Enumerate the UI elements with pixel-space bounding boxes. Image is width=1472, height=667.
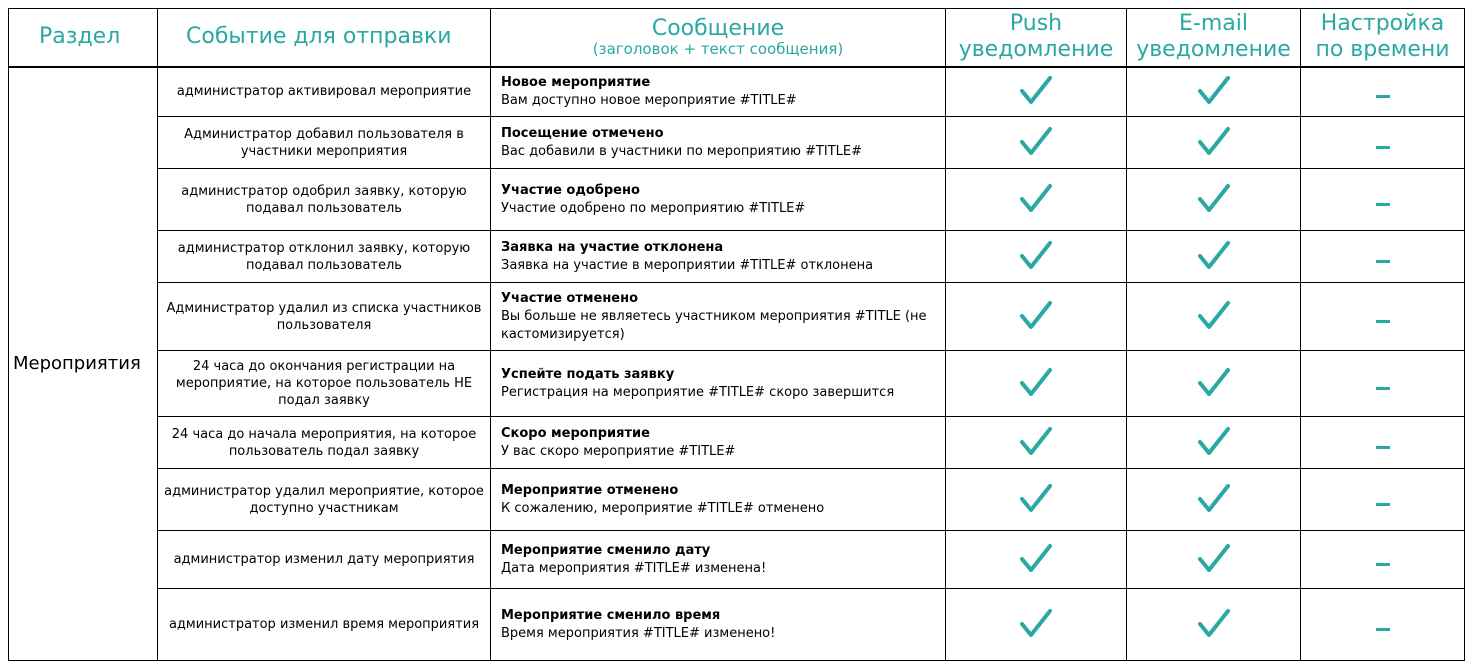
email-cell — [1127, 169, 1301, 231]
email-cell — [1127, 531, 1301, 589]
event-cell: администратор изменил дату мероприятия — [158, 531, 491, 589]
push-cell — [946, 531, 1127, 589]
push-cell — [946, 169, 1127, 231]
message-body: Участие одобрено по мероприятию #TITLE# — [501, 200, 806, 216]
message-body: Вам доступно новое мероприятие #TITLE# — [501, 92, 797, 108]
table-row — [9, 469, 1465, 531]
push-cell — [946, 589, 1127, 661]
check-icon — [1197, 426, 1231, 456]
header-email-line1: E-mail — [1179, 11, 1248, 37]
message-title: Заявка на участие отклонена — [501, 239, 724, 255]
dash-icon — [1376, 387, 1390, 390]
time-cell — [1301, 417, 1465, 469]
table-row — [9, 169, 1465, 231]
header-message-sub: (заголовок + текст сообщения) — [592, 40, 844, 59]
check-icon — [1019, 608, 1053, 638]
header-time-line2: по времени — [1315, 37, 1450, 63]
message-cell — [491, 169, 946, 231]
check-icon — [1197, 367, 1231, 397]
push-cell — [946, 117, 1127, 169]
time-cell — [1301, 351, 1465, 417]
push-cell — [946, 351, 1127, 417]
message-title: Посещение отмечено — [501, 125, 664, 141]
header-email-line2: уведомление — [1136, 37, 1291, 63]
time-cell — [1301, 231, 1465, 283]
table-row — [9, 117, 1465, 169]
time-cell — [1301, 469, 1465, 531]
check-icon — [1197, 300, 1231, 330]
section-cell: Мероприятия — [9, 67, 158, 661]
check-icon — [1019, 426, 1053, 456]
message-cell — [491, 283, 946, 351]
time-cell — [1301, 169, 1465, 231]
header-section: Раздел — [9, 9, 158, 67]
dash-icon — [1376, 446, 1390, 449]
check-icon — [1019, 240, 1053, 270]
event-cell: администратор удалил мероприятие, которое доступно участникам — [158, 469, 491, 531]
message-title: Скоро мероприятие — [501, 425, 650, 441]
message-body: Вы больше не являетесь участником мероприятия #TITLE (не кастомизируется) — [501, 308, 927, 342]
email-cell — [1127, 67, 1301, 117]
push-cell — [946, 231, 1127, 283]
check-icon — [1197, 126, 1231, 156]
header-row — [9, 9, 1465, 67]
message-body: К сожалению, мероприятие #TITLE# отменено — [501, 500, 825, 516]
email-cell — [1127, 283, 1301, 351]
event-cell: администратор изменил время мероприятия — [158, 589, 491, 661]
dash-icon — [1376, 628, 1390, 631]
message-cell — [491, 531, 946, 589]
message-title: Мероприятие сменило время — [501, 607, 721, 623]
message-body: Регистрация на мероприятие #TITLE# скоро завершится — [501, 384, 895, 400]
message-body: Время мероприятия #TITLE# изменено! — [501, 625, 776, 641]
dash-icon — [1376, 203, 1390, 206]
check-icon — [1019, 75, 1053, 105]
message-cell — [491, 231, 946, 283]
check-icon — [1019, 367, 1053, 397]
push-cell — [946, 469, 1127, 531]
message-cell — [491, 351, 946, 417]
table-row — [9, 283, 1465, 351]
push-cell — [946, 283, 1127, 351]
message-title: Успейте подать заявку — [501, 366, 675, 382]
header-push-line2: уведомление — [958, 37, 1114, 63]
header-email — [1127, 9, 1301, 67]
email-cell — [1127, 117, 1301, 169]
table-row — [9, 231, 1465, 283]
event-cell: Администратор добавил пользователя в участники мероприятия — [158, 117, 491, 169]
table-row — [9, 589, 1465, 661]
email-cell — [1127, 417, 1301, 469]
check-icon — [1197, 75, 1231, 105]
message-title: Мероприятие отменено — [501, 482, 679, 498]
header-message — [491, 9, 946, 67]
message-cell — [491, 117, 946, 169]
event-cell: администратор одобрил заявку, которую подавал пользователь — [158, 169, 491, 231]
message-cell — [491, 417, 946, 469]
time-cell — [1301, 589, 1465, 661]
check-icon — [1019, 543, 1053, 573]
header-event: Событие для отправки — [158, 9, 491, 67]
header-push-line1: Push — [1009, 11, 1063, 37]
event-cell: 24 часа до окончания регистрации на мероприятие, на которое пользователь НЕ подал заявку — [158, 351, 491, 417]
message-title: Участие отменено — [501, 290, 639, 306]
email-cell — [1127, 469, 1301, 531]
email-cell — [1127, 231, 1301, 283]
check-icon — [1019, 126, 1053, 156]
message-cell — [491, 469, 946, 531]
check-icon — [1197, 183, 1231, 213]
check-icon — [1197, 483, 1231, 513]
table-row — [9, 351, 1465, 417]
dash-icon — [1376, 563, 1390, 566]
check-icon — [1197, 608, 1231, 638]
message-cell — [491, 67, 946, 117]
dash-icon — [1376, 146, 1390, 149]
dash-icon — [1376, 95, 1390, 98]
event-cell: Администратор удалил из списка участников пользователя — [158, 283, 491, 351]
check-icon — [1019, 300, 1053, 330]
check-icon — [1197, 240, 1231, 270]
message-title: Новое мероприятие — [501, 74, 651, 90]
table-row — [9, 417, 1465, 469]
email-cell — [1127, 351, 1301, 417]
time-cell — [1301, 283, 1465, 351]
header-time-line1: Настройка — [1320, 11, 1445, 37]
dash-icon — [1376, 320, 1390, 323]
time-cell — [1301, 67, 1465, 117]
check-icon — [1197, 543, 1231, 573]
table-row — [9, 531, 1465, 589]
table-row — [9, 67, 1465, 117]
notification-table — [8, 8, 1465, 661]
message-title: Мероприятие сменило дату — [501, 542, 711, 558]
time-cell — [1301, 117, 1465, 169]
message-cell — [491, 589, 946, 661]
header-message-main: Сообщение — [651, 16, 785, 42]
header-push — [946, 9, 1127, 67]
email-cell — [1127, 589, 1301, 661]
event-cell: 24 часа до начала мероприятия, на которое пользователь подал заявку — [158, 417, 491, 469]
push-cell — [946, 417, 1127, 469]
message-body: Вас добавили в участники по мероприятию #TITLE# — [501, 143, 862, 159]
check-icon — [1019, 483, 1053, 513]
message-body: У вас скоро мероприятие #TITLE# — [501, 443, 736, 459]
dash-icon — [1376, 260, 1390, 263]
time-cell — [1301, 531, 1465, 589]
message-body: Заявка на участие в мероприятии #TITLE# отклонена — [501, 257, 874, 273]
dash-icon — [1376, 503, 1390, 506]
event-cell: администратор отклонил заявку, которую подавал пользователь — [158, 231, 491, 283]
message-title: Участие одобрено — [501, 182, 640, 198]
message-body: Дата мероприятия #TITLE# изменена! — [501, 560, 767, 576]
header-time — [1301, 9, 1465, 67]
push-cell — [946, 67, 1127, 117]
event-cell: администратор активировал мероприятие — [158, 67, 491, 117]
check-icon — [1019, 183, 1053, 213]
